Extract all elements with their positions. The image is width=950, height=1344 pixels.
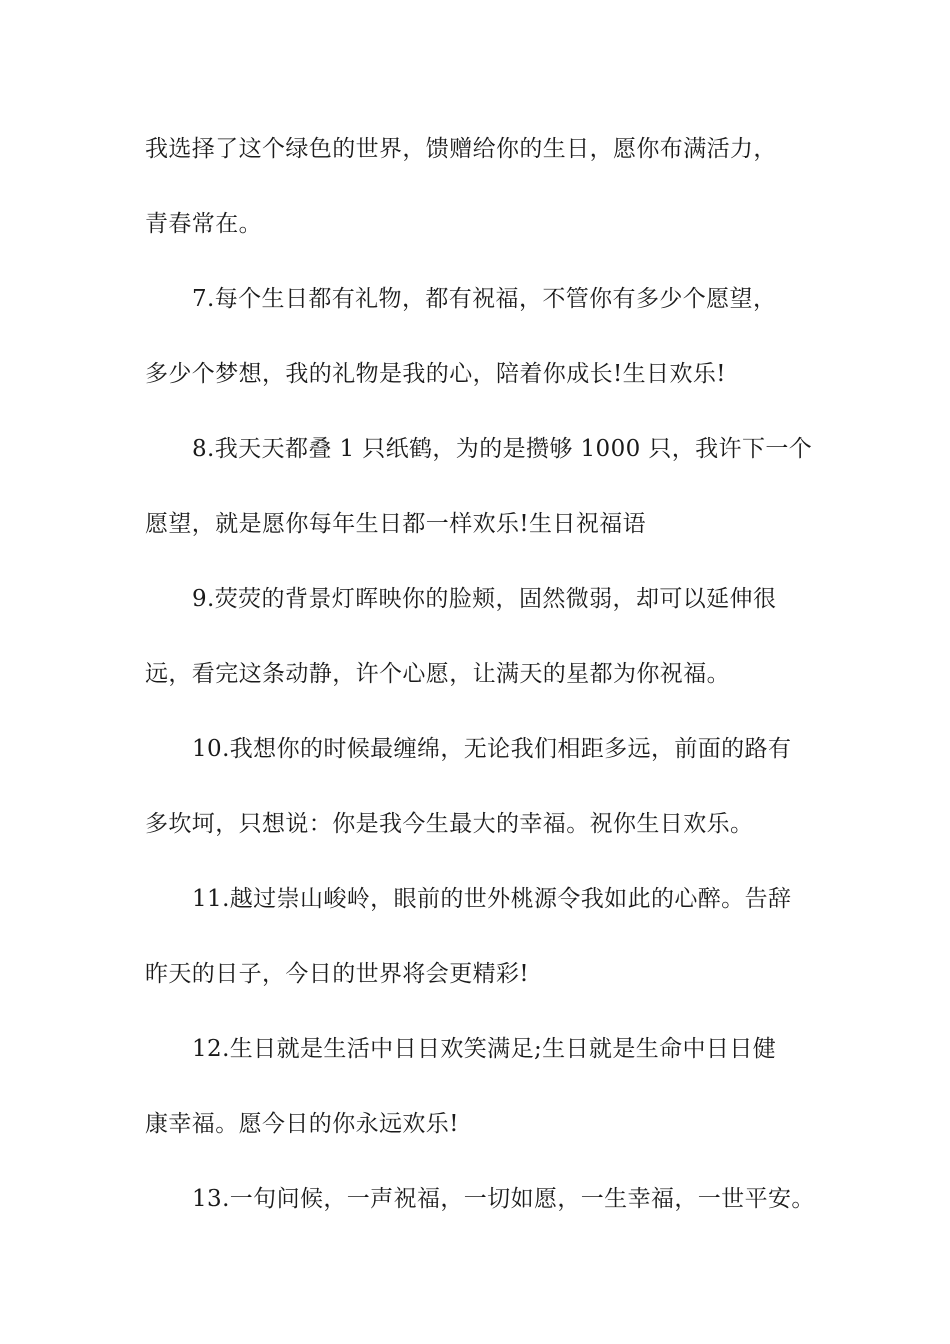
paragraph-10-line-2: 多坎坷，只想说：你是我今生最大的幸福。祝你生日欢乐。 xyxy=(145,811,754,837)
paragraph-7-line-2: 多少个梦想，我的礼物是我的心，陪着你成长!生日欢乐! xyxy=(145,361,726,387)
paragraph-9-line-2: 远，看完这条动静，许个心愿，让满天的星都为你祝福。 xyxy=(145,661,730,687)
paragraph-12-line-1: 12.生日就是生活中日日欢笑满足;生日就是生命中日日健 xyxy=(192,1036,777,1062)
paragraph-8-line-1: 8.我天天都叠 1 只纸鹤，为的是攒够 1000 只，我许下一个 xyxy=(192,436,813,462)
paragraph-12-line-2: 康幸福。愿今日的你永远欢乐! xyxy=(145,1111,459,1137)
text-line: 我选择了这个绿色的世界，馈赠给你的生日，愿你布满活力， xyxy=(145,136,777,162)
paragraph-7-line-1: 7.每个生日都有礼物，都有祝福，不管你有多少个愿望， xyxy=(192,286,777,312)
text-line: 青春常在。 xyxy=(145,211,262,237)
paragraph-13-line-1: 13.一句问候，一声祝福，一切如愿，一生幸福，一世平安。 xyxy=(192,1186,815,1212)
paragraph-8-line-2: 愿望，就是愿你每年生日都一样欢乐!生日祝福语 xyxy=(145,511,647,537)
paragraph-9-line-1: 9.荧荧的背景灯晖映你的脸颊，固然微弱，却可以延伸很 xyxy=(192,586,777,612)
paragraph-11-line-1: 11.越过崇山峻岭，眼前的世外桃源令我如此的心醉。告辞 xyxy=(192,886,792,912)
paragraph-10-line-1: 10.我想你的时候最缠绵，无论我们相距多远，前面的路有 xyxy=(192,736,792,762)
paragraph-11-line-2: 昨天的日子，今日的世界将会更精彩! xyxy=(145,961,530,987)
